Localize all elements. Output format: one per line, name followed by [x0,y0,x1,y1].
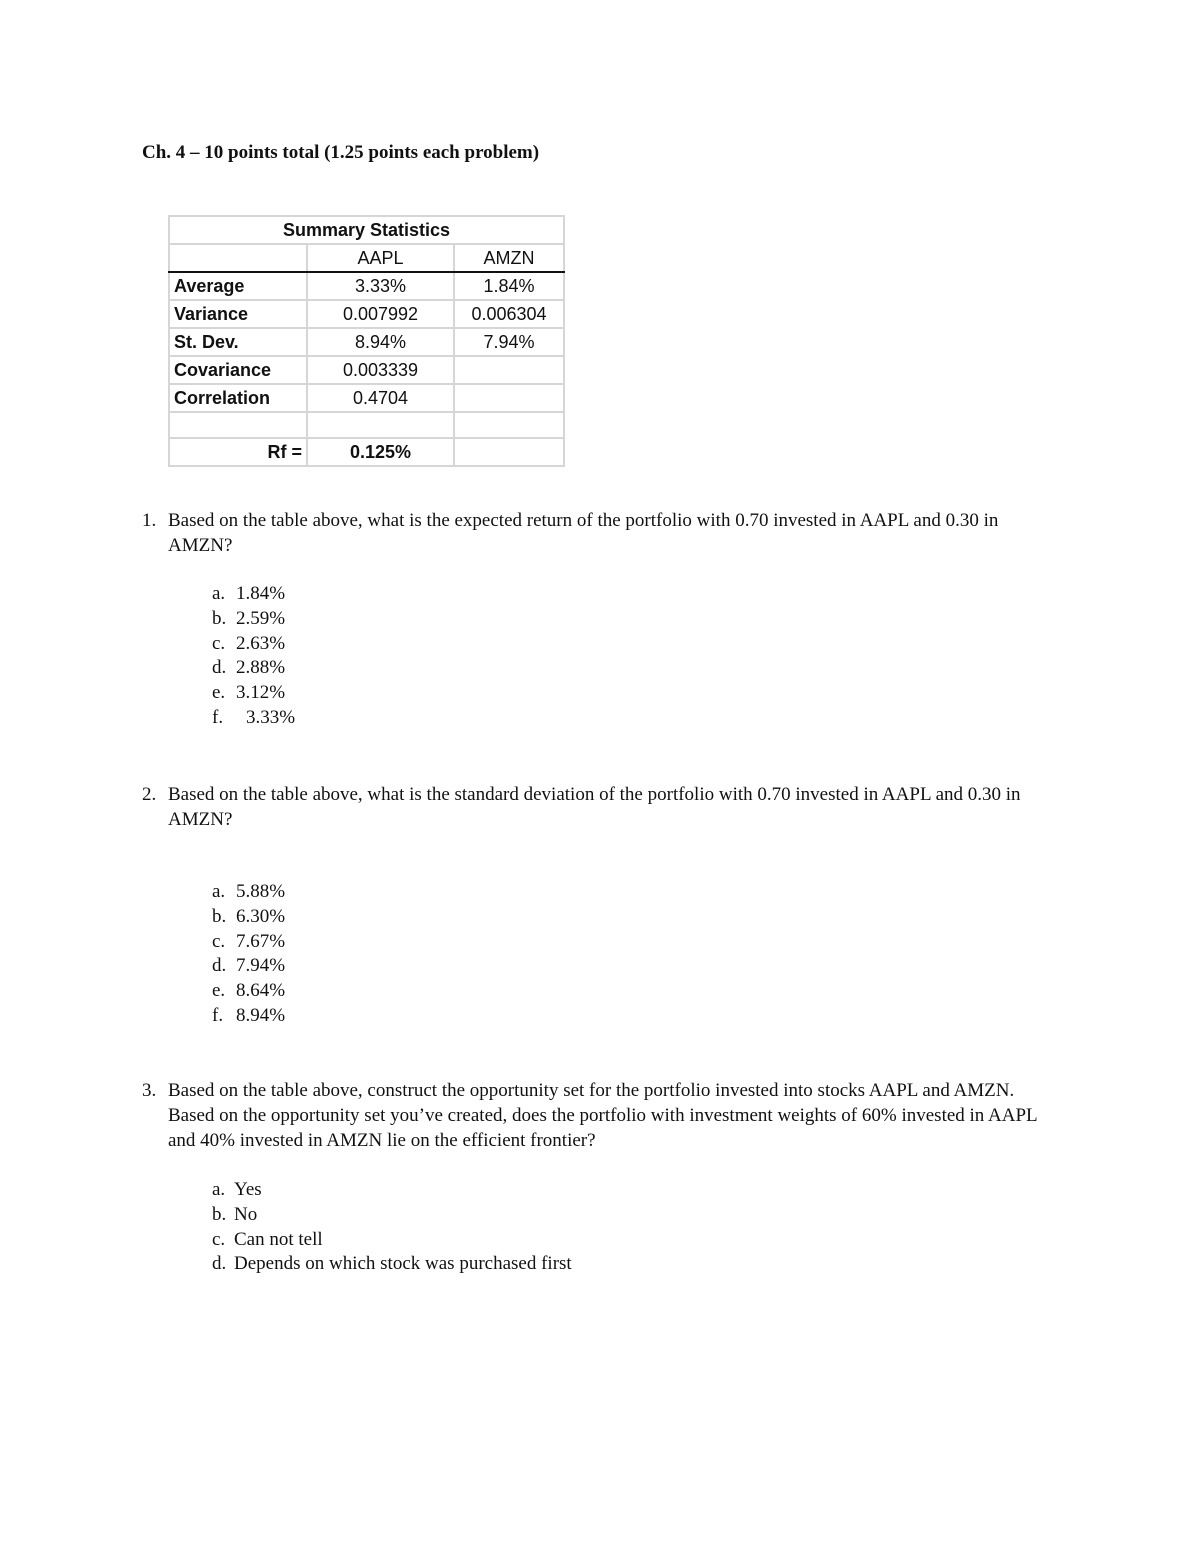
row-label: St. Dev. [169,328,307,356]
question-1 [142,508,1062,558]
question-text: Based on the table above, what is the standard deviation of the portfolio with 0.70 invested in AAPL and 0.30 in AMZN? [168,784,1021,830]
table-row [169,300,564,328]
option-letter: d. [212,657,227,679]
question-2-options [212,880,285,1029]
option-text: 2.59% [236,607,286,629]
option-text: No [234,1203,258,1225]
question-1-options [212,582,295,731]
option-letter: a. [212,1179,226,1200]
option-item [212,632,295,657]
table-cell: 0.4704 [307,384,454,412]
option-letter: f. [212,706,224,728]
option-letter: c. [212,930,226,952]
table-row [169,272,564,300]
question-2 [142,782,1062,832]
risk-free-value: 0.125% [307,438,454,466]
option-letter: d. [212,1253,227,1275]
row-label: Variance [169,300,307,328]
option-item [212,656,295,681]
header-blank-cell [169,244,307,272]
option-item [212,1228,572,1253]
option-text: 2.88% [236,657,286,679]
option-letter: b. [212,1203,227,1225]
risk-free-label: Rf = [169,438,307,466]
option-item [212,681,295,706]
option-item [212,979,285,1004]
option-item [212,582,295,607]
option-item [212,1004,285,1029]
option-letter: f. [212,1004,224,1026]
option-item [212,1252,572,1277]
option-item [212,607,295,632]
row-label: Average [169,272,307,300]
option-text: 7.67% [236,930,286,952]
table-title-row [169,216,564,244]
option-letter: a. [212,583,226,604]
option-letter: a. [212,881,226,902]
question-3 [142,1078,1062,1153]
option-text: 8.64% [236,980,286,1002]
table-cell [454,356,564,384]
row-label: Covariance [169,356,307,384]
option-text: 3.33% [246,706,296,728]
option-text: 5.88% [236,881,286,902]
table-cell [454,412,564,438]
option-letter: e. [212,682,226,704]
table-cell: 0.003339 [307,356,454,384]
row-label: Correlation [169,384,307,412]
table-header-row [169,244,564,272]
table-row [169,384,564,412]
option-item [212,930,285,955]
table-cell: 0.007992 [307,300,454,328]
question-text: Based on the table above, what is the expected return of the portfolio with 0.70 invested in AAPL and 0.30 in AMZN? [168,510,999,556]
option-text: 2.63% [236,632,286,654]
column-header-aapl: AAPL [307,244,454,272]
table-row [169,356,564,384]
risk-free-row [169,438,564,466]
table-empty-row [169,412,564,438]
question-3-options [212,1178,572,1277]
question-number: 2. [142,784,157,805]
option-letter: b. [212,607,227,629]
table-cell [454,438,564,466]
table-cell: 8.94% [307,328,454,356]
page-title: Ch. 4 – 10 points total (1.25 points each problem) [142,142,540,163]
option-text: 3.12% [236,682,286,704]
question-text: Based on the table above, construct the opportunity set for the portfolio invested into stocks AAPL and AMZN. Based on the opportunity set you’ve created, does the portfolio with investment weights of 60% invested in AAPL and 40% invested in AMZN lie on the efficient frontier? [168,1080,1037,1151]
option-text: Can not tell [234,1228,323,1250]
option-letter: d. [212,955,227,977]
option-item [212,905,285,930]
option-letter: c. [212,632,226,654]
question-number: 1. [142,510,157,531]
column-header-amzn: AMZN [454,244,564,272]
option-letter: c. [212,1228,226,1250]
option-item [212,880,285,905]
table-cell [307,412,454,438]
option-text: 7.94% [236,955,286,977]
option-item [212,1203,572,1228]
table-row [169,328,564,356]
table-title: Summary Statistics [169,216,564,244]
option-text: Yes [234,1179,262,1200]
option-letter: e. [212,980,226,1002]
option-text: Depends on which stock was purchased first [234,1253,572,1275]
question-number: 3. [142,1080,157,1101]
summary-statistics-table [168,215,565,467]
table-cell [454,384,564,412]
table-cell: 1.84% [454,272,564,300]
option-letter: b. [212,905,227,927]
option-text: 8.94% [236,1004,286,1026]
option-text: 6.30% [236,905,286,927]
option-item [212,706,295,731]
table-cell: 7.94% [454,328,564,356]
option-item [212,1178,572,1203]
table-cell: 3.33% [307,272,454,300]
table-cell [169,412,307,438]
table-cell: 0.006304 [454,300,564,328]
option-text: 1.84% [236,583,286,604]
option-item [212,954,285,979]
